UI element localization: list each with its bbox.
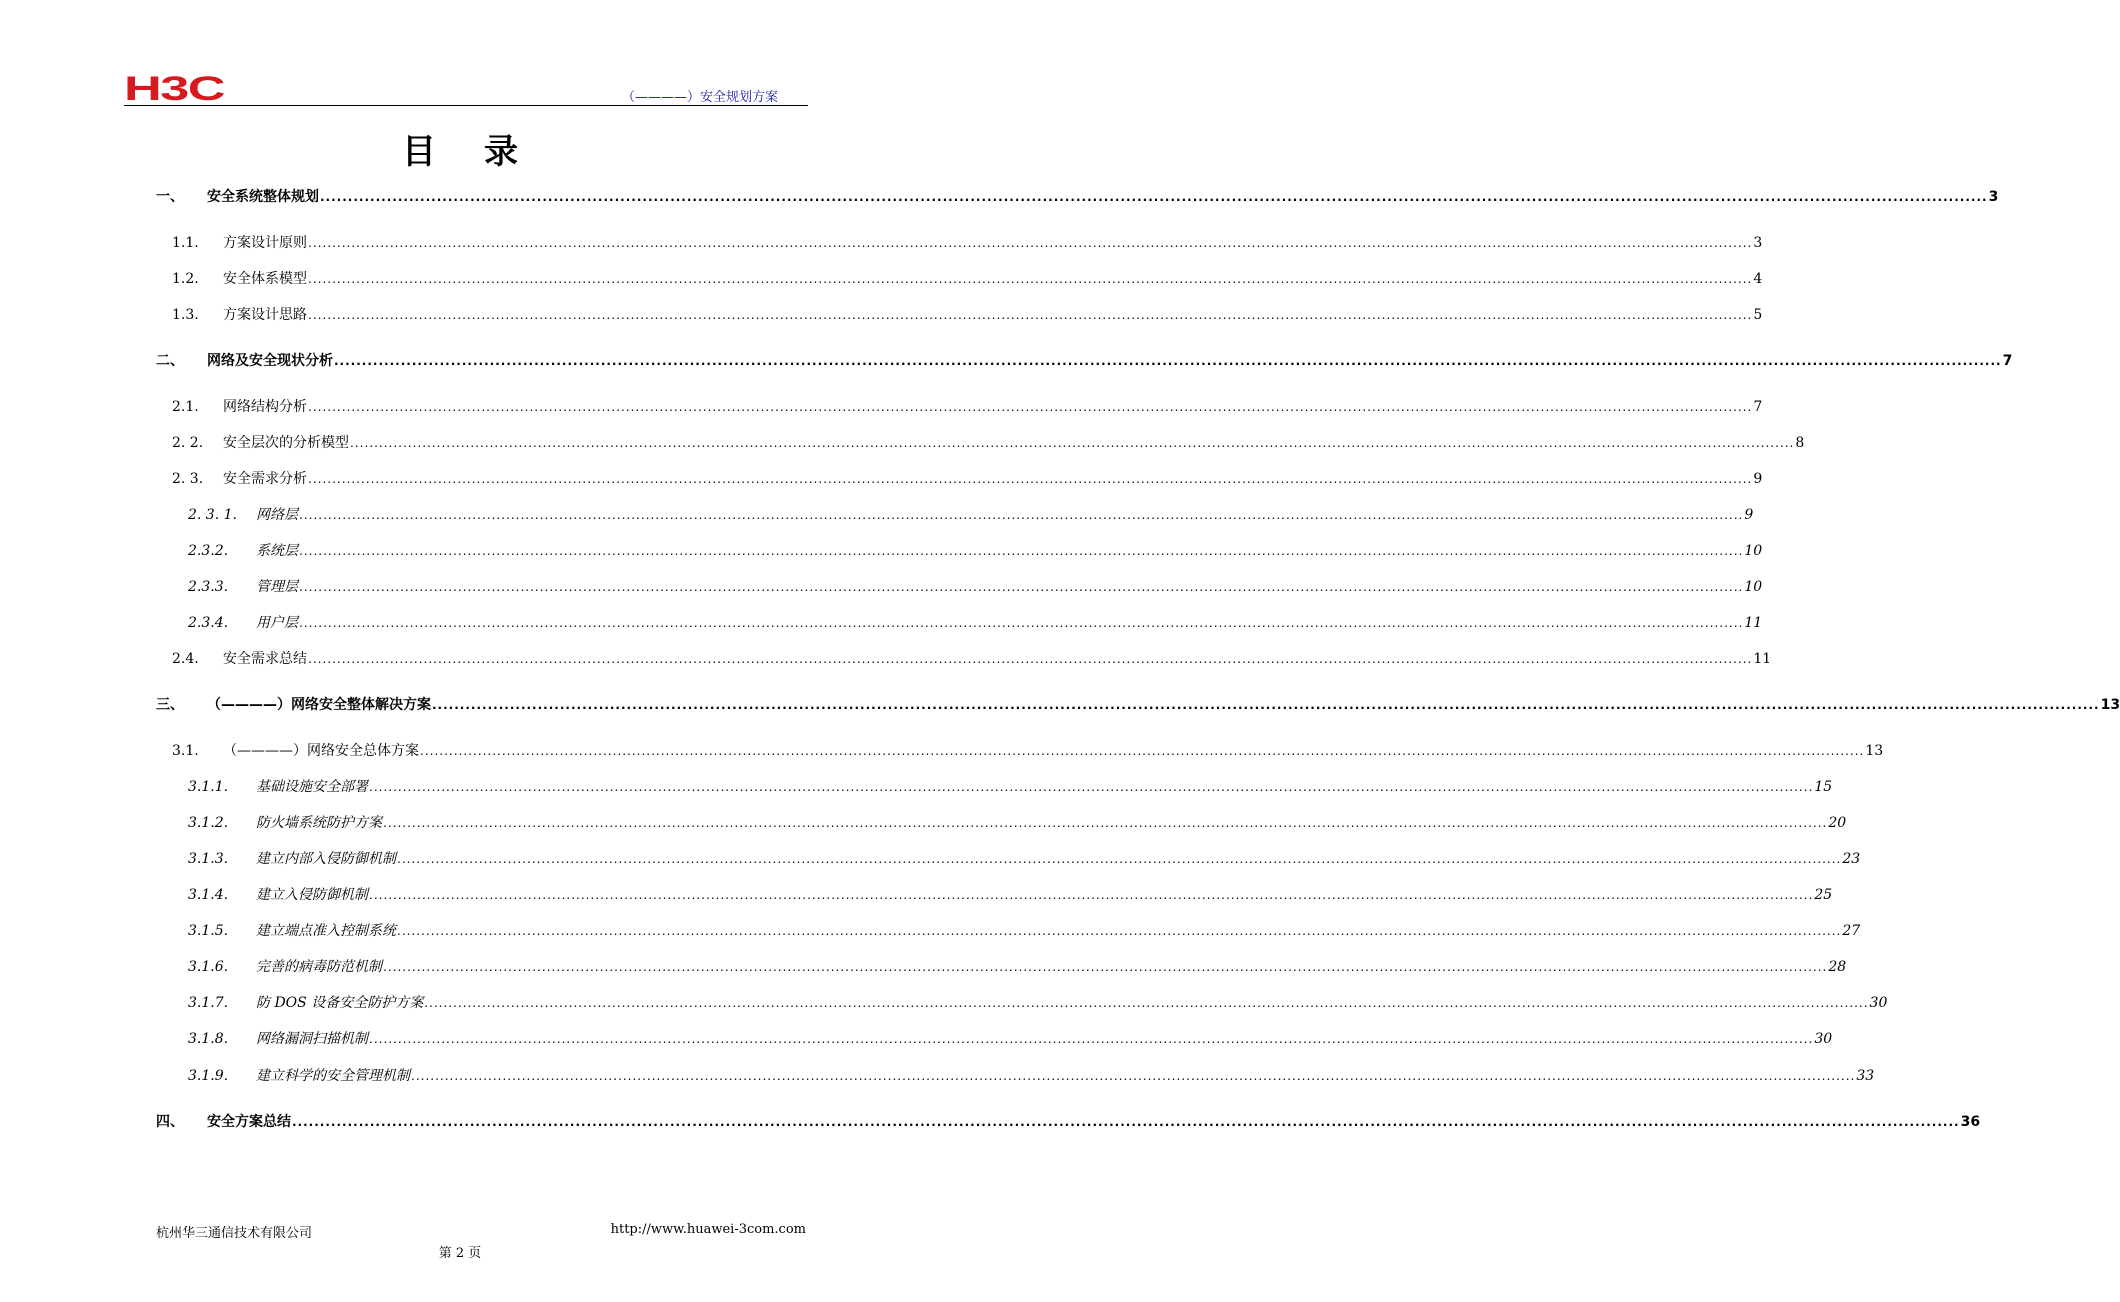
toc-entry-number: 1.2.	[172, 271, 199, 287]
toc-dot-leader: ............................................................................................................................................................................................................................................................................................................	[420, 744, 1865, 758]
toc-entry-number: 三、	[156, 697, 184, 713]
toc-entry-number: 2. 3.	[172, 471, 204, 487]
toc-dot-leader: ............................................................................................................................................................................................................................................................................................................	[320, 190, 1988, 204]
toc-entry-label: 建立内部入侵防御机制	[256, 851, 396, 867]
toc-entry-number: 2.3.4.	[188, 615, 229, 631]
footer-page-number: 第 2 页	[438, 1246, 482, 1261]
toc-entry-line	[256, 920, 1861, 942]
toc-entry-number: 1.1.	[172, 235, 199, 251]
toc-dot-leader: ............................................................................................................................................................................................................................................................................................................	[308, 308, 1753, 322]
toc-entry-page: 10	[1744, 543, 1763, 559]
toc-entry-page: 8	[1795, 435, 1805, 451]
toc-entry-label: 安全方案总结	[207, 1114, 291, 1130]
toc-entry-number: 3.1.8.	[188, 1031, 229, 1047]
toc-entry-number: 四、	[156, 1114, 184, 1130]
toc-dot-leader: ............................................................................................................................................................................................................................................................................................................	[299, 544, 1744, 558]
toc-entry-number: 3.1.7.	[188, 995, 229, 1011]
toc-entry-line	[207, 186, 1999, 208]
toc-entry-number: 2.3.2.	[188, 543, 229, 559]
toc-dot-leader: ............................................................................................................................................................................................................................................................................................................	[334, 354, 2002, 368]
toc-entry-page: 9	[1744, 507, 1754, 523]
toc-entry-label: 安全体系模型	[223, 271, 307, 287]
svg-text:H3C: H3C	[124, 70, 225, 108]
toc-entry-number: 3.1.3.	[188, 851, 229, 867]
toc-entry-number: 2. 3. 1.	[188, 507, 237, 523]
toc-entry-number: 3.1.6.	[188, 959, 229, 975]
toc-entry-page: 30	[1869, 995, 1888, 1011]
toc-entry[interactable]	[0, 186, 1999, 208]
toc-title: 目录	[402, 132, 566, 172]
toc-entry-label: 网络层	[256, 507, 298, 523]
toc-entry-line	[256, 540, 1763, 562]
toc-entry-number: 3.1.4.	[188, 887, 229, 903]
toc-entry[interactable]	[0, 740, 1884, 762]
toc-entry-label: 基础设施安全部署	[256, 779, 368, 795]
toc-entry-page: 10	[1744, 579, 1763, 595]
toc-entry-label: 建立端点准入控制系统	[256, 923, 396, 939]
toc-entry-number: 2.3.3.	[188, 579, 229, 595]
toc-dot-leader: ............................................................................................................................................................................................................................................................................................................	[292, 1115, 1960, 1129]
h3c-logo	[124, 70, 225, 108]
toc-entry-label: 安全需求分析	[223, 471, 307, 487]
toc-entry[interactable]	[0, 396, 1763, 418]
toc-entry-page: 33	[1856, 1068, 1875, 1084]
toc-entry-label: 方案设计思路	[223, 307, 307, 323]
toc-entry-page: 3	[1753, 235, 1763, 251]
toc-entry-label: （————）网络安全整体解决方案	[207, 697, 431, 713]
toc-entry[interactable]	[0, 576, 1763, 598]
toc-entry-line	[256, 612, 1763, 634]
toc-entry[interactable]	[0, 920, 1861, 942]
toc-entry-page: 5	[1753, 307, 1763, 323]
toc-entry-page: 20	[1828, 815, 1847, 831]
toc-entry-line	[256, 992, 1888, 1014]
toc-entry-line	[223, 268, 1763, 290]
toc-entry-number: 3.1.2.	[188, 815, 229, 831]
toc-entry-label: 方案设计原则	[223, 235, 307, 251]
toc-entry-page: 15	[1814, 779, 1833, 795]
toc-entry[interactable]	[0, 848, 1861, 870]
toc-entry-label: 防 DOS 设备安全防护方案	[256, 995, 424, 1011]
toc-entry[interactable]	[0, 956, 1847, 978]
toc-entry-page: 23	[1842, 851, 1861, 867]
toc-entry-number: 一、	[156, 189, 184, 205]
toc-entry-line	[223, 304, 1763, 326]
toc-entry-line	[207, 1111, 1981, 1133]
toc-entry-number: 3.1.9.	[188, 1068, 229, 1084]
toc-dot-leader: ............................................................................................................................................................................................................................................................................................................	[397, 852, 1842, 866]
toc-dot-leader: ............................................................................................................................................................................................................................................................................................................	[369, 888, 1814, 902]
toc-entry[interactable]	[0, 504, 1754, 526]
toc-entry-page: 13	[1865, 743, 1884, 759]
toc-entry-line	[223, 740, 1884, 762]
toc-dot-leader: ............................................................................................................................................................................................................................................................................................................	[432, 698, 2100, 712]
toc-entry[interactable]	[0, 776, 1833, 798]
toc-entry-label: （————）网络安全总体方案	[223, 743, 419, 759]
toc-entry-label: 网络结构分析	[223, 399, 307, 415]
toc-entry-page: 7	[1753, 399, 1763, 415]
toc-entry-number: 2.1.	[172, 399, 199, 415]
toc-entry[interactable]	[0, 992, 1888, 1014]
toc-dot-leader: ............................................................................................................................................................................................................................................................................................................	[299, 616, 1744, 630]
toc-entry[interactable]	[0, 232, 1763, 254]
toc-entry-number: 1.3.	[172, 307, 199, 323]
toc-entry-label: 建立入侵防御机制	[256, 887, 368, 903]
toc-entry-number: 二、	[156, 353, 184, 369]
toc-dot-leader: ............................................................................................................................................................................................................................................................................................................	[299, 508, 1744, 522]
toc-dot-leader: ............................................................................................................................................................................................................................................................................................................	[350, 436, 1795, 450]
toc-entry[interactable]	[0, 648, 1772, 670]
toc-entry-line	[256, 848, 1861, 870]
toc-entry-label: 网络及安全现状分析	[207, 353, 333, 369]
toc-entry[interactable]	[0, 432, 1805, 454]
toc-entry[interactable]	[0, 268, 1763, 290]
toc-entry-page: 11	[1753, 651, 1772, 667]
toc-entry-line	[256, 1028, 1833, 1050]
toc-entry[interactable]	[0, 1065, 1875, 1087]
toc-entry[interactable]	[0, 468, 1763, 490]
toc-dot-leader: ............................................................................................................................................................................................................................................................................................................	[308, 272, 1753, 286]
toc-dot-leader: ............................................................................................................................................................................................................................................................................................................	[424, 996, 1869, 1010]
toc-entry-page: 3	[1988, 189, 1999, 205]
toc-dot-leader: ............................................................................................................................................................................................................................................................................................................	[383, 816, 1828, 830]
footer-url[interactable]: http://www.huawei-3com.com	[610, 1222, 806, 1237]
toc-entry-line	[223, 396, 1763, 418]
toc-entry-number: 3.1.1.	[188, 779, 229, 795]
toc-entry-label: 防火墙系统防护方案	[256, 815, 382, 831]
toc-entry-page: 28	[1828, 959, 1847, 975]
header-divider	[124, 105, 808, 106]
toc-entry-line	[256, 812, 1847, 834]
toc-entry[interactable]	[0, 1111, 1981, 1133]
toc-entry-label: 安全系统整体规划	[207, 189, 319, 205]
toc-entry-number: 2. 2.	[172, 435, 204, 451]
toc-dot-leader: ............................................................................................................................................................................................................................................................................................................	[308, 400, 1753, 414]
toc-entry-line	[256, 884, 1833, 906]
toc-entry-line	[223, 232, 1763, 254]
toc-entry-label: 用户层	[256, 615, 298, 631]
toc-entry-line	[256, 956, 1847, 978]
footer-company: 杭州华三通信技术有限公司	[156, 1226, 313, 1241]
toc-entry-page: 27	[1842, 923, 1861, 939]
toc-entry-page: 4	[1753, 271, 1763, 287]
toc-entry-label: 网络漏洞扫描机制	[256, 1031, 368, 1047]
toc-entry[interactable]	[0, 694, 2120, 716]
toc-entry-page: 7	[2002, 353, 2013, 369]
toc-entry[interactable]	[0, 350, 2013, 372]
toc-dot-leader: ............................................................................................................................................................................................................................................................................................................	[308, 652, 1753, 666]
toc-entry-number: 2.4.	[172, 651, 199, 667]
toc-entry-page: 11	[1744, 615, 1763, 631]
toc-dot-leader: ............................................................................................................................................................................................................................................................................................................	[369, 1032, 1814, 1046]
toc-dot-leader: ............................................................................................................................................................................................................................................................................................................	[411, 1069, 1856, 1083]
toc-entry-label: 建立科学的安全管理机制	[256, 1068, 410, 1084]
toc-entry[interactable]	[0, 884, 1833, 906]
toc-dot-leader: ............................................................................................................................................................................................................................................................................................................	[369, 780, 1814, 794]
toc-entry-line	[256, 576, 1763, 598]
toc-entry[interactable]	[0, 812, 1847, 834]
toc-entry-page: 25	[1814, 887, 1833, 903]
toc-dot-leader: ............................................................................................................................................................................................................................................................................................................	[397, 924, 1842, 938]
toc-entry-line	[256, 776, 1833, 798]
toc-entry-label: 完善的病毒防范机制	[256, 959, 382, 975]
toc-entry-line	[223, 432, 1805, 454]
toc-entry-line	[207, 694, 2120, 716]
header-doc-title: （————）安全规划方案	[621, 90, 778, 105]
toc-entry-line	[207, 350, 2013, 372]
toc-entry-number: 3.1.5.	[188, 923, 229, 939]
toc-entry[interactable]	[0, 612, 1763, 634]
toc-dot-leader: ............................................................................................................................................................................................................................................................................................................	[383, 960, 1828, 974]
toc-entry-label: 安全层次的分析模型	[223, 435, 349, 451]
toc-entry-number: 3.1.	[172, 743, 199, 759]
toc-entry-line	[223, 468, 1763, 490]
toc-entry-page: 30	[1814, 1031, 1833, 1047]
toc-dot-leader: ............................................................................................................................................................................................................................................................................................................	[308, 236, 1753, 250]
toc-entry-page: 9	[1753, 471, 1763, 487]
toc-entry[interactable]	[0, 540, 1763, 562]
toc-entry-line	[256, 1065, 1875, 1087]
toc-entry-label: 系统层	[256, 543, 298, 559]
toc-entry-page: 13	[2100, 697, 2120, 713]
toc-dot-leader: ............................................................................................................................................................................................................................................................................................................	[299, 580, 1744, 594]
toc-entry[interactable]	[0, 1028, 1833, 1050]
toc-entry-label: 安全需求总结	[223, 651, 307, 667]
toc-entry-line	[223, 648, 1772, 670]
toc-entry-label: 管理层	[256, 579, 298, 595]
toc-entry-line	[256, 504, 1754, 526]
toc-entry-page: 36	[1960, 1114, 1981, 1130]
toc-entry[interactable]	[0, 304, 1763, 326]
toc-dot-leader: ............................................................................................................................................................................................................................................................................................................	[308, 472, 1753, 486]
